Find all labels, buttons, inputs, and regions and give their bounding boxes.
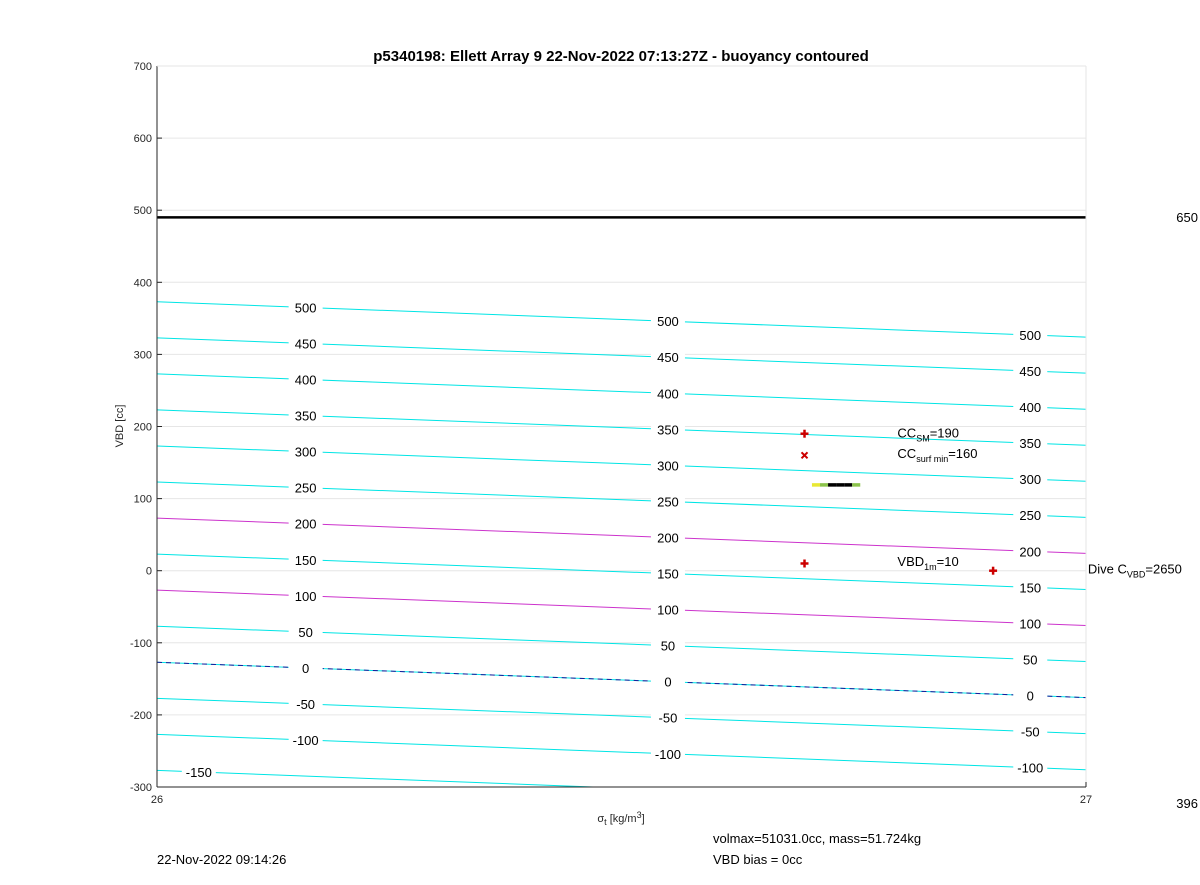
footer-timestamp: 22-Nov-2022 09:14:26 xyxy=(157,852,287,867)
contour-label--50-1: -50 xyxy=(658,710,678,726)
y-tick-label-0: 0 xyxy=(145,565,152,578)
contour-label-300-0: 300 xyxy=(294,444,317,460)
x-tick-label-26: 26 xyxy=(150,794,164,806)
x-axis-label-end: ] xyxy=(641,813,645,825)
contour-label--100-1: -100 xyxy=(654,746,681,762)
y-tick-label-400: 400 xyxy=(133,277,152,290)
contour-label-200-0: 200 xyxy=(294,516,317,532)
y-tick-label-100: 100 xyxy=(133,493,152,506)
annotation-3 xyxy=(1088,561,1182,579)
contour-label-150-1: 150 xyxy=(657,566,679,582)
y-tick-label-600: 600 xyxy=(133,133,152,146)
annotation-0-rest: =190 xyxy=(929,425,959,441)
contour-label-250-1: 250 xyxy=(657,494,679,510)
y-tick-label-700: 700 xyxy=(133,61,152,73)
annotation-3-rest: =2650 xyxy=(1145,561,1182,577)
y-tick-label-500: 500 xyxy=(133,205,152,218)
x-axis-label xyxy=(597,810,644,827)
contour-label--150-0: -150 xyxy=(185,765,212,781)
y-tick-label--300: -300 xyxy=(129,782,152,794)
contour-label-500-1: 500 xyxy=(657,314,679,330)
contour-label-200-2: 200 xyxy=(1019,544,1042,560)
annotation-2-base: VBD xyxy=(897,554,925,570)
contour-label--100-2: -100 xyxy=(1017,760,1044,776)
contour-label-300-2: 300 xyxy=(1019,472,1042,488)
contour-label-50-0: 50 xyxy=(298,624,313,640)
x-tick-label-27: 27 xyxy=(1079,794,1093,806)
annotation-2-rest: =10 xyxy=(936,554,959,570)
contour-label-200-1: 200 xyxy=(657,530,679,546)
contour-label-250-2: 250 xyxy=(1019,508,1042,524)
contour-label-100-0: 100 xyxy=(294,588,317,604)
contour-label-150-0: 150 xyxy=(294,552,317,568)
x-axis-label-symbol: σ xyxy=(597,813,605,825)
contour-label-50-2: 50 xyxy=(1023,652,1038,668)
right-label-top: 650 xyxy=(1176,210,1198,225)
contour-label-0-0: 0 xyxy=(302,660,310,676)
annotation-0-sub: SM xyxy=(916,433,930,444)
contour-label-450-0: 450 xyxy=(294,336,317,352)
contour-label--100-0: -100 xyxy=(292,733,319,749)
annotation-1-base: CC xyxy=(897,445,917,461)
contour-label-300-1: 300 xyxy=(657,458,679,474)
contour-label-0-2: 0 xyxy=(1026,688,1034,704)
contour-label-100-1: 100 xyxy=(657,602,679,618)
contour-label-400-0: 400 xyxy=(294,372,317,388)
y-axis-label: VBD [cc] xyxy=(114,404,126,448)
contour-label-500-2: 500 xyxy=(1019,327,1042,343)
x-axis-label-sub: t xyxy=(604,817,607,827)
chart-title: p5340198: Ellett Array 9 22-Nov-2022 07:13:27Z - buoyancy contoured xyxy=(373,48,869,65)
footer-volmax: volmax=51031.0cc, mass=51.724kg xyxy=(713,831,922,846)
contour-label-50-1: 50 xyxy=(660,638,676,654)
right-label-bottom: 396 xyxy=(1176,796,1198,811)
annotation-1-sub: surf min xyxy=(916,453,949,464)
y-tick-label-200: 200 xyxy=(133,421,152,434)
contour-label-350-0: 350 xyxy=(294,408,317,424)
contour-label-400-1: 400 xyxy=(657,386,679,402)
annotation-3-base: Dive C xyxy=(1087,561,1127,577)
contour-label-0-1: 0 xyxy=(664,674,672,690)
contour-label-450-2: 450 xyxy=(1019,364,1042,380)
contour-label-150-2: 150 xyxy=(1019,580,1042,596)
contour-label-450-1: 450 xyxy=(657,350,679,366)
y-tick-label-300: 300 xyxy=(133,349,152,362)
y-tick-label--200: -200 xyxy=(129,709,152,722)
annotation-2-sub: 1m xyxy=(924,562,937,573)
y-tick-label--100: -100 xyxy=(129,637,152,650)
annotation-1-rest: =160 xyxy=(948,445,978,461)
contour-label-350-2: 350 xyxy=(1019,436,1042,452)
footer-vbd-bias: VBD bias = 0cc xyxy=(713,852,803,867)
contour-label--50-0: -50 xyxy=(296,696,316,712)
contour-label-500-0: 500 xyxy=(294,300,317,316)
contour-label-100-2: 100 xyxy=(1019,616,1042,632)
annotation-0-base: CC xyxy=(897,425,917,441)
x-axis-label-unit: [kg/m xyxy=(606,813,637,825)
x-axis-label-sup: 3 xyxy=(636,810,642,820)
contour-label--50-2: -50 xyxy=(1020,724,1040,740)
contour-label-350-1: 350 xyxy=(657,422,679,438)
contour-label-400-2: 400 xyxy=(1019,400,1042,416)
annotation-3-sub: VBD xyxy=(1126,569,1146,580)
contour-label-250-0: 250 xyxy=(294,480,317,496)
